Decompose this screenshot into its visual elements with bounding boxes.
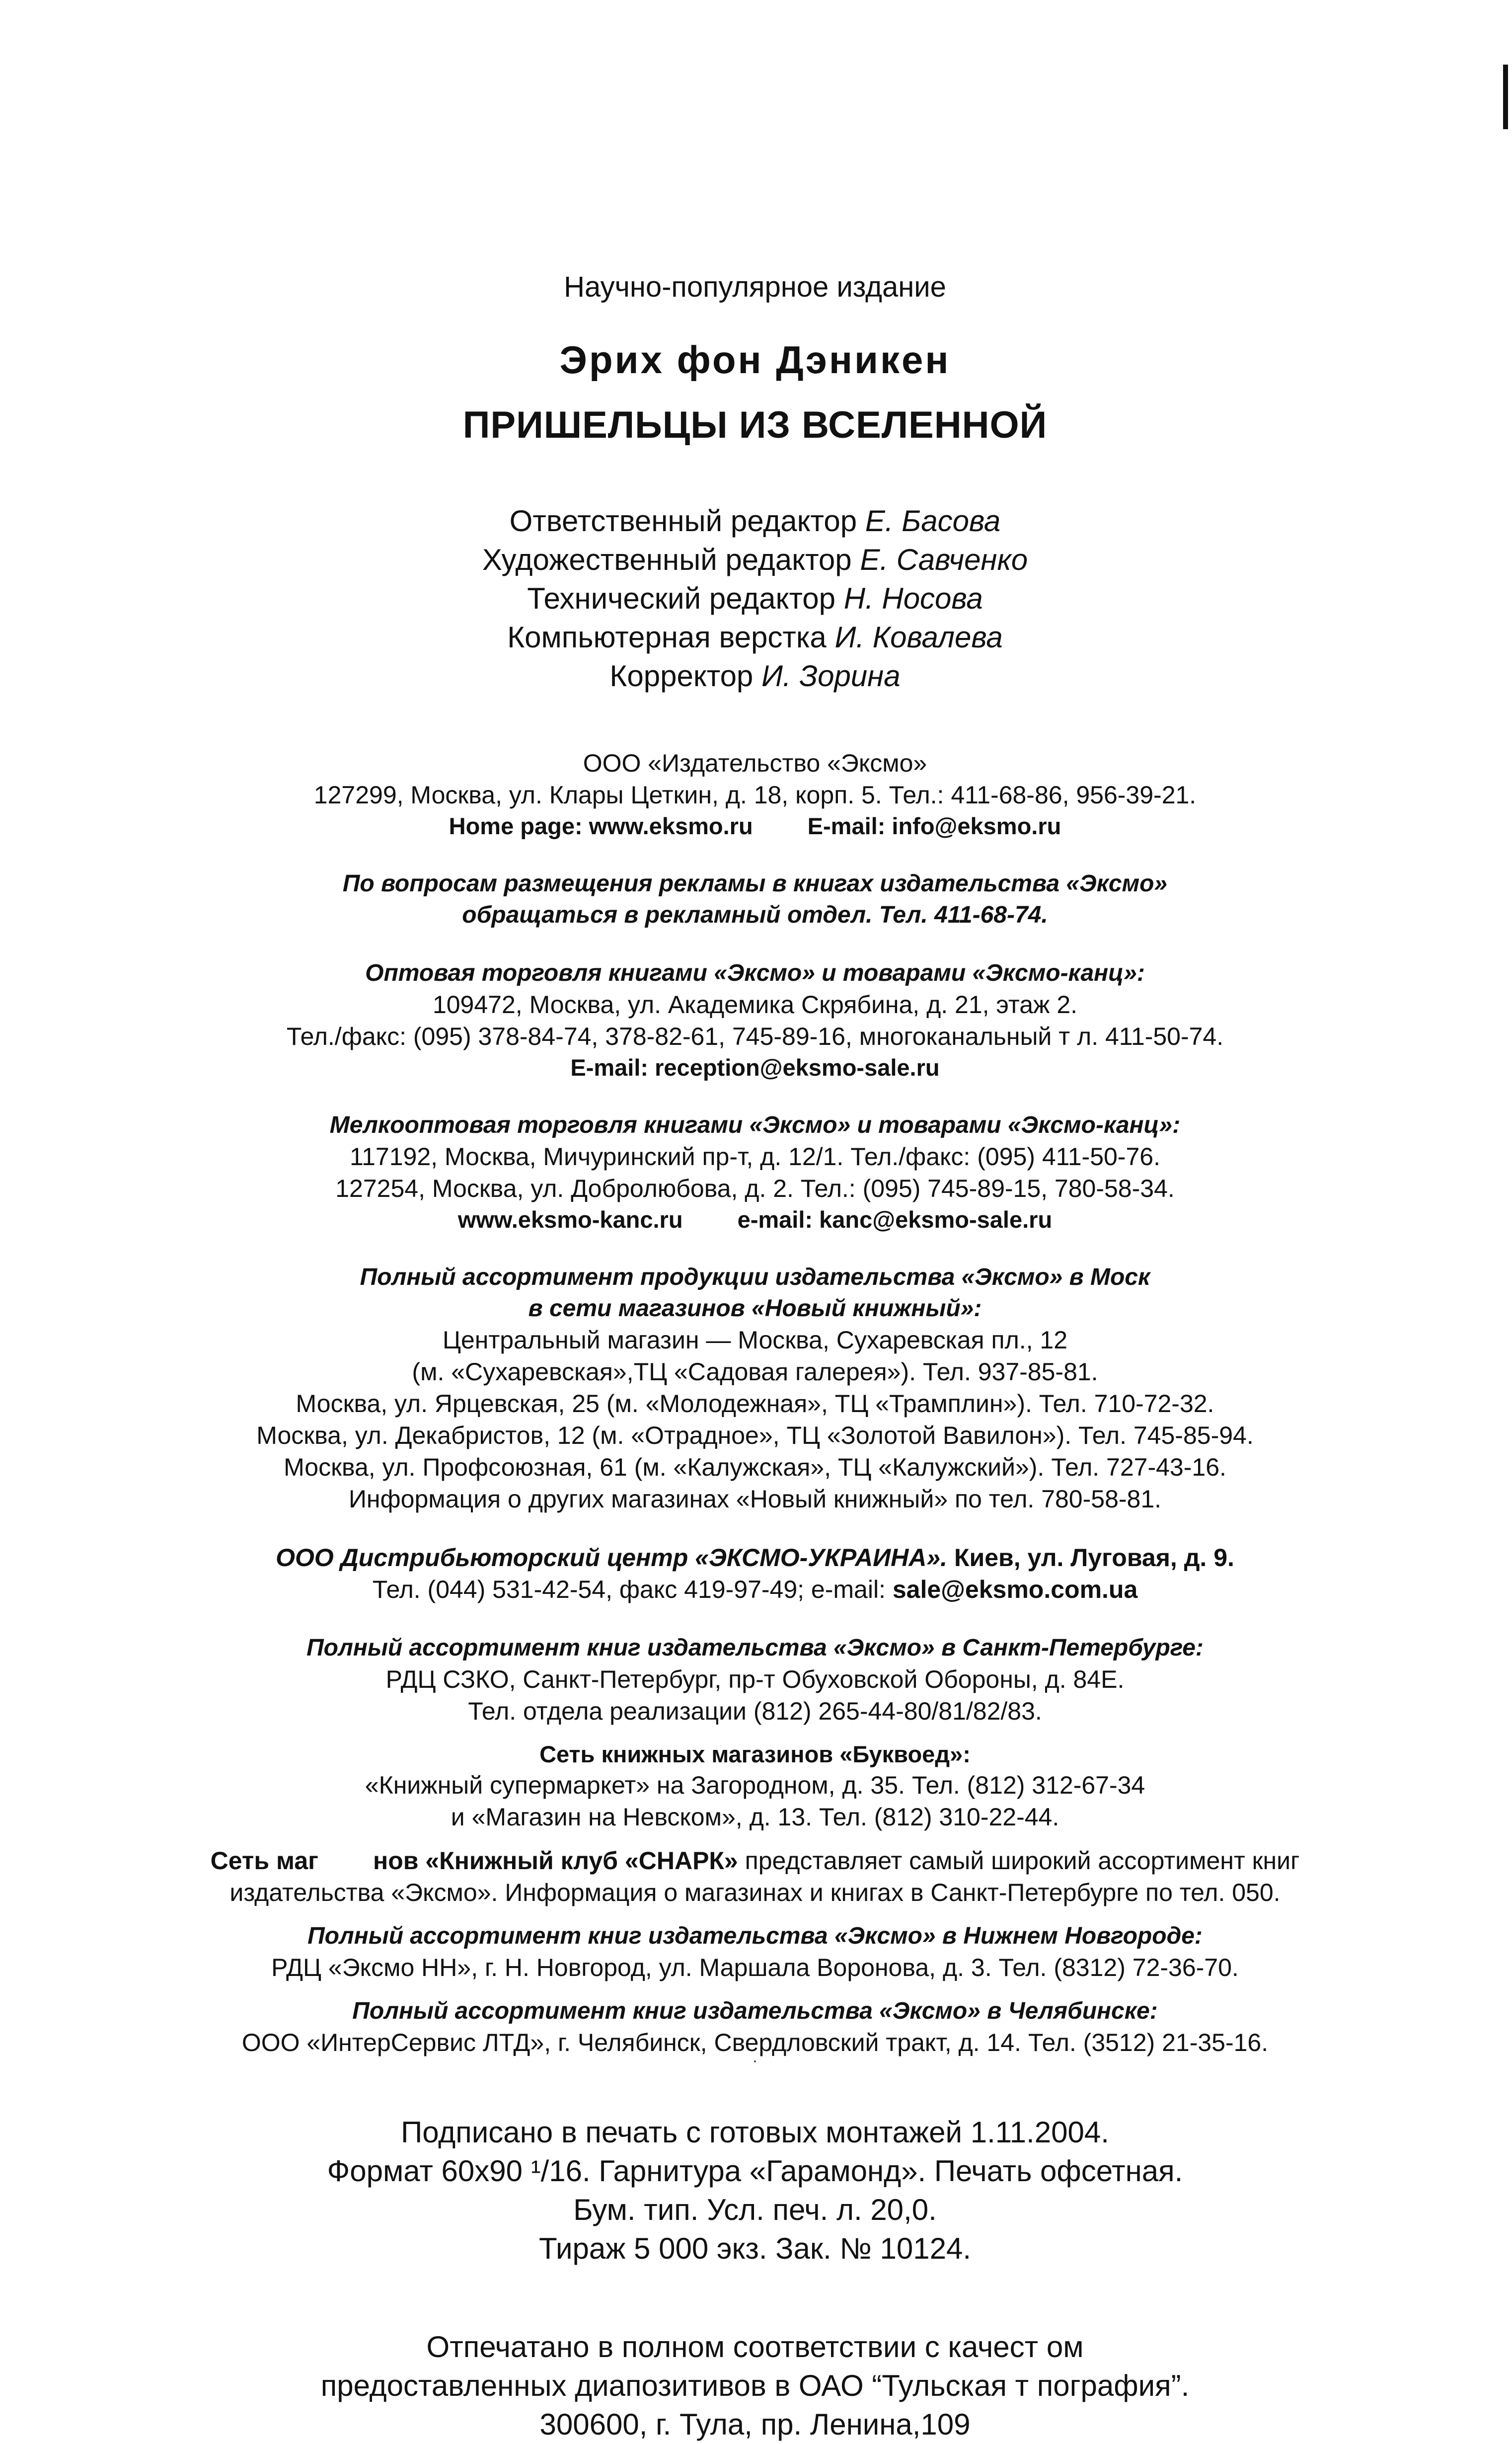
store-line: Москва, ул. Декабристов, 12 (м. «Отрадное», ТЦ «Золотой Вавилон»). Тел. 745-85-94.	[256, 1421, 1254, 1449]
bukvoed-heading: Сеть книжных магазинов «Буквоед»:	[539, 1741, 971, 1767]
email-label: E-mail: info@eksmo.ru	[807, 813, 1061, 839]
printing-line: Формат 60х90 ¹/16. Гарнитура «Гарамонд». Печать офсетная.	[327, 2154, 1183, 2188]
small-wholesale-block	[169, 1109, 1341, 1235]
chelyabinsk-heading: Полный ассортимент книг издательства «Эксмо» в Челябинске:	[352, 1998, 1158, 2024]
credit-name: И. Ковалева	[834, 621, 1003, 654]
credit-line	[169, 502, 1341, 541]
credit-role: Ответственный редактор	[509, 504, 865, 538]
credit-name: И. Зорина	[761, 659, 901, 693]
author-name: Эрих фон Дэникен	[559, 338, 951, 382]
printed-by-line: 300600, г. Тула, пр. Ленина,109	[539, 2408, 971, 2441]
credit-line	[169, 618, 1341, 657]
bukvoed-line: и «Магазин на Невском», д. 13. Тел. (812) 310-22-44.	[451, 1803, 1059, 1831]
small-wholesale-line: 117192, Москва, Мичуринский пр-т, д. 12/1. Тел./факс: (095) 411-50-76.	[350, 1143, 1160, 1171]
edge-mark	[1503, 65, 1508, 129]
scan-speck: ·	[753, 2052, 757, 2069]
credit-line	[169, 541, 1341, 579]
spb-line: РДЦ СЗКО, Санкт-Петербург, пр-т Обуховской Обороны, д. 84Е.	[385, 1665, 1125, 1693]
advertising-line: обращаться в рекламный отдел. Тел. 411-68-74.	[462, 902, 1048, 928]
store-line: Информация о других магазинах «Новый книжный» по тел. 780-58-81.	[348, 1485, 1162, 1513]
publisher-name: ООО «Издательство «Эксмо»	[583, 749, 927, 777]
printing-line: Тираж 5 000 экз. Зак. № 10124.	[538, 2232, 972, 2265]
homepage-label: Home page: www.eksmo.ru	[449, 813, 753, 839]
small-wholesale-contact	[169, 1204, 1341, 1235]
snark-bold-b: нов «Книжный клуб «СНАРК»	[373, 1847, 738, 1875]
wholesale-phones: Тел./факс: (095) 378-84-74, 378-82-61, 745-89-16, многоканальный т л. 411-50-74.	[286, 1023, 1224, 1050]
wholesale-block	[169, 957, 1341, 1083]
small-wholesale-line: 127254, Москва, ул. Добролюбова, д. 2. Тел.: (095) 745-89-15, 780-58-34.	[335, 1175, 1175, 1202]
store-line: Москва, ул. Ярцевская, 25 (м. «Молодежная», ТЦ «Трамплин»). Тел. 710-72-32.	[296, 1390, 1214, 1418]
snark-line-2: издательства «Эксмо». Информация о магазинах и книгах в Санкт-Петербурге по тел. 050.	[229, 1879, 1281, 1906]
small-wholesale-heading: Мелкооптовая торговля книгами «Эксмо» и товарами «Эксмо-канц»:	[329, 1112, 1181, 1138]
printed-by-line: Отпечатано в полном соответствии с качест ом	[426, 2330, 1084, 2364]
printed-by-line: предоставленных диапозитивов в ОАО “Тульская т пография”.	[320, 2369, 1190, 2402]
bukvoed-line: «Книжный супермаркет» на Загородном, д. 35. Тел. (812) 312-67-34	[365, 1771, 1145, 1799]
credit-role: Корректор	[609, 659, 761, 693]
ukraine-address: Киев, ул. Луговая, д. 9.	[947, 1544, 1234, 1572]
printed-by-block	[169, 2328, 1341, 2444]
book-title: ПРИШЕЛЬЦЫ ИЗ ВСЕЛЕННОЙ	[462, 404, 1048, 446]
snark-rest: представляет самый широкий ассортимент книг	[738, 1847, 1300, 1875]
moscow-stores-heading: Полный ассортимент продукции издательства «Эксмо» в Моск	[360, 1264, 1150, 1290]
credit-line	[169, 579, 1341, 618]
credits-block	[169, 502, 1341, 696]
spb-line: Тел. отдела реализации (812) 265-44-80/81/82/83.	[468, 1697, 1042, 1725]
nizhny-line: РДЦ «Эксмо НН», г. Н. Новгород, ул. Маршала Воронова, д. 3. Тел. (8312) 72-36-70.	[271, 1954, 1239, 1981]
publisher-address: 127299, Москва, ул. Клары Цеткин, д. 18, корп. 5. Тел.: 411-68-86, 956-39-21.	[313, 781, 1197, 809]
store-line: (м. «Сухаревская»,ТЦ «Садовая галерея»). Тел. 937-85-81.	[412, 1358, 1098, 1386]
wholesale-heading: Оптовая торговля книгами «Эксмо» и товарами «Эксмо-канц»:	[365, 960, 1145, 986]
credit-name: Е. Басова	[865, 504, 1001, 538]
ukraine-block	[169, 1542, 1341, 1605]
spb-heading: Полный ассортимент книг издательства «Эксмо» в Санкт-Петербурге:	[306, 1635, 1204, 1661]
credit-name: Н. Носова	[843, 582, 983, 615]
website-label: www.eksmo-kanc.ru	[457, 1206, 683, 1233]
credit-role: Компьютерная верстка	[507, 621, 835, 654]
credit-name: Е. Савченко	[860, 543, 1028, 576]
chelyabinsk-block	[169, 1995, 1341, 2068]
colophon	[169, 258, 1341, 2444]
store-line: Москва, ул. Профсоюзная, 61 (м. «Калужская», ТЦ «Калужский»). Тел. 727-43-16.	[284, 1453, 1226, 1481]
credit-role: Художественный редактор	[482, 543, 860, 576]
ukraine-heading	[169, 1542, 1341, 1574]
printing-line: Бум. тип. Усл. печ. л. 20,0.	[573, 2193, 937, 2226]
moscow-stores-block	[169, 1261, 1341, 1515]
ukraine-contact	[169, 1574, 1341, 1605]
publisher-web-line	[169, 811, 1341, 841]
spb-block	[169, 1632, 1341, 1727]
printing-line: Подписано в печать с готовых монтажей 1.11.2004.	[401, 2116, 1109, 2149]
store-line: Центральный магазин — Москва, Сухаревская пл., 12	[442, 1326, 1068, 1354]
wholesale-address: 109472, Москва, ул. Академика Скрябина, д. 21, этаж 2.	[432, 991, 1078, 1019]
moscow-stores-heading: в сети магазинов «Новый книжный»:	[528, 1295, 982, 1322]
snark-bold-a: Сеть маг	[210, 1847, 318, 1875]
ukraine-company: ООО Дистрибьюторский центр «ЭКСМО-УКРАИНА».	[276, 1544, 948, 1572]
ukraine-email: sale@eksmo.com.ua	[892, 1576, 1138, 1603]
snark-line	[169, 1845, 1341, 1877]
advertising-block	[169, 868, 1341, 931]
nizhny-block	[169, 1920, 1341, 1983]
contact-email: e-mail: kanc@eksmo-sale.ru	[737, 1206, 1053, 1233]
edition-type: Научно-популярное издание	[564, 271, 946, 303]
wholesale-email: E-mail: reception@eksmo-sale.ru	[570, 1054, 940, 1081]
advertising-line: По вопросам размещения рекламы в книгах издательства «Эксмо»	[342, 870, 1168, 897]
credit-line	[169, 657, 1341, 696]
chelyabinsk-line: ООО «ИнтерСервис ЛТД», г. Челябинск, Свердловский тракт, д. 14. Тел. (3512) 21-35-16.	[241, 2029, 1269, 2056]
credit-role: Технический редактор	[527, 582, 844, 615]
bukvoed-block	[169, 1739, 1341, 1833]
printing-block	[169, 2113, 1341, 2268]
publisher-block	[169, 747, 1341, 841]
snark-block	[169, 1845, 1341, 1908]
ukraine-contact-text: Тел. (044) 531-42-54, факс 419-97-49; e-mail:	[372, 1576, 893, 1603]
nizhny-heading: Полный ассортимент книг издательства «Эксмо» в Нижнем Новгороде:	[307, 1923, 1203, 1949]
